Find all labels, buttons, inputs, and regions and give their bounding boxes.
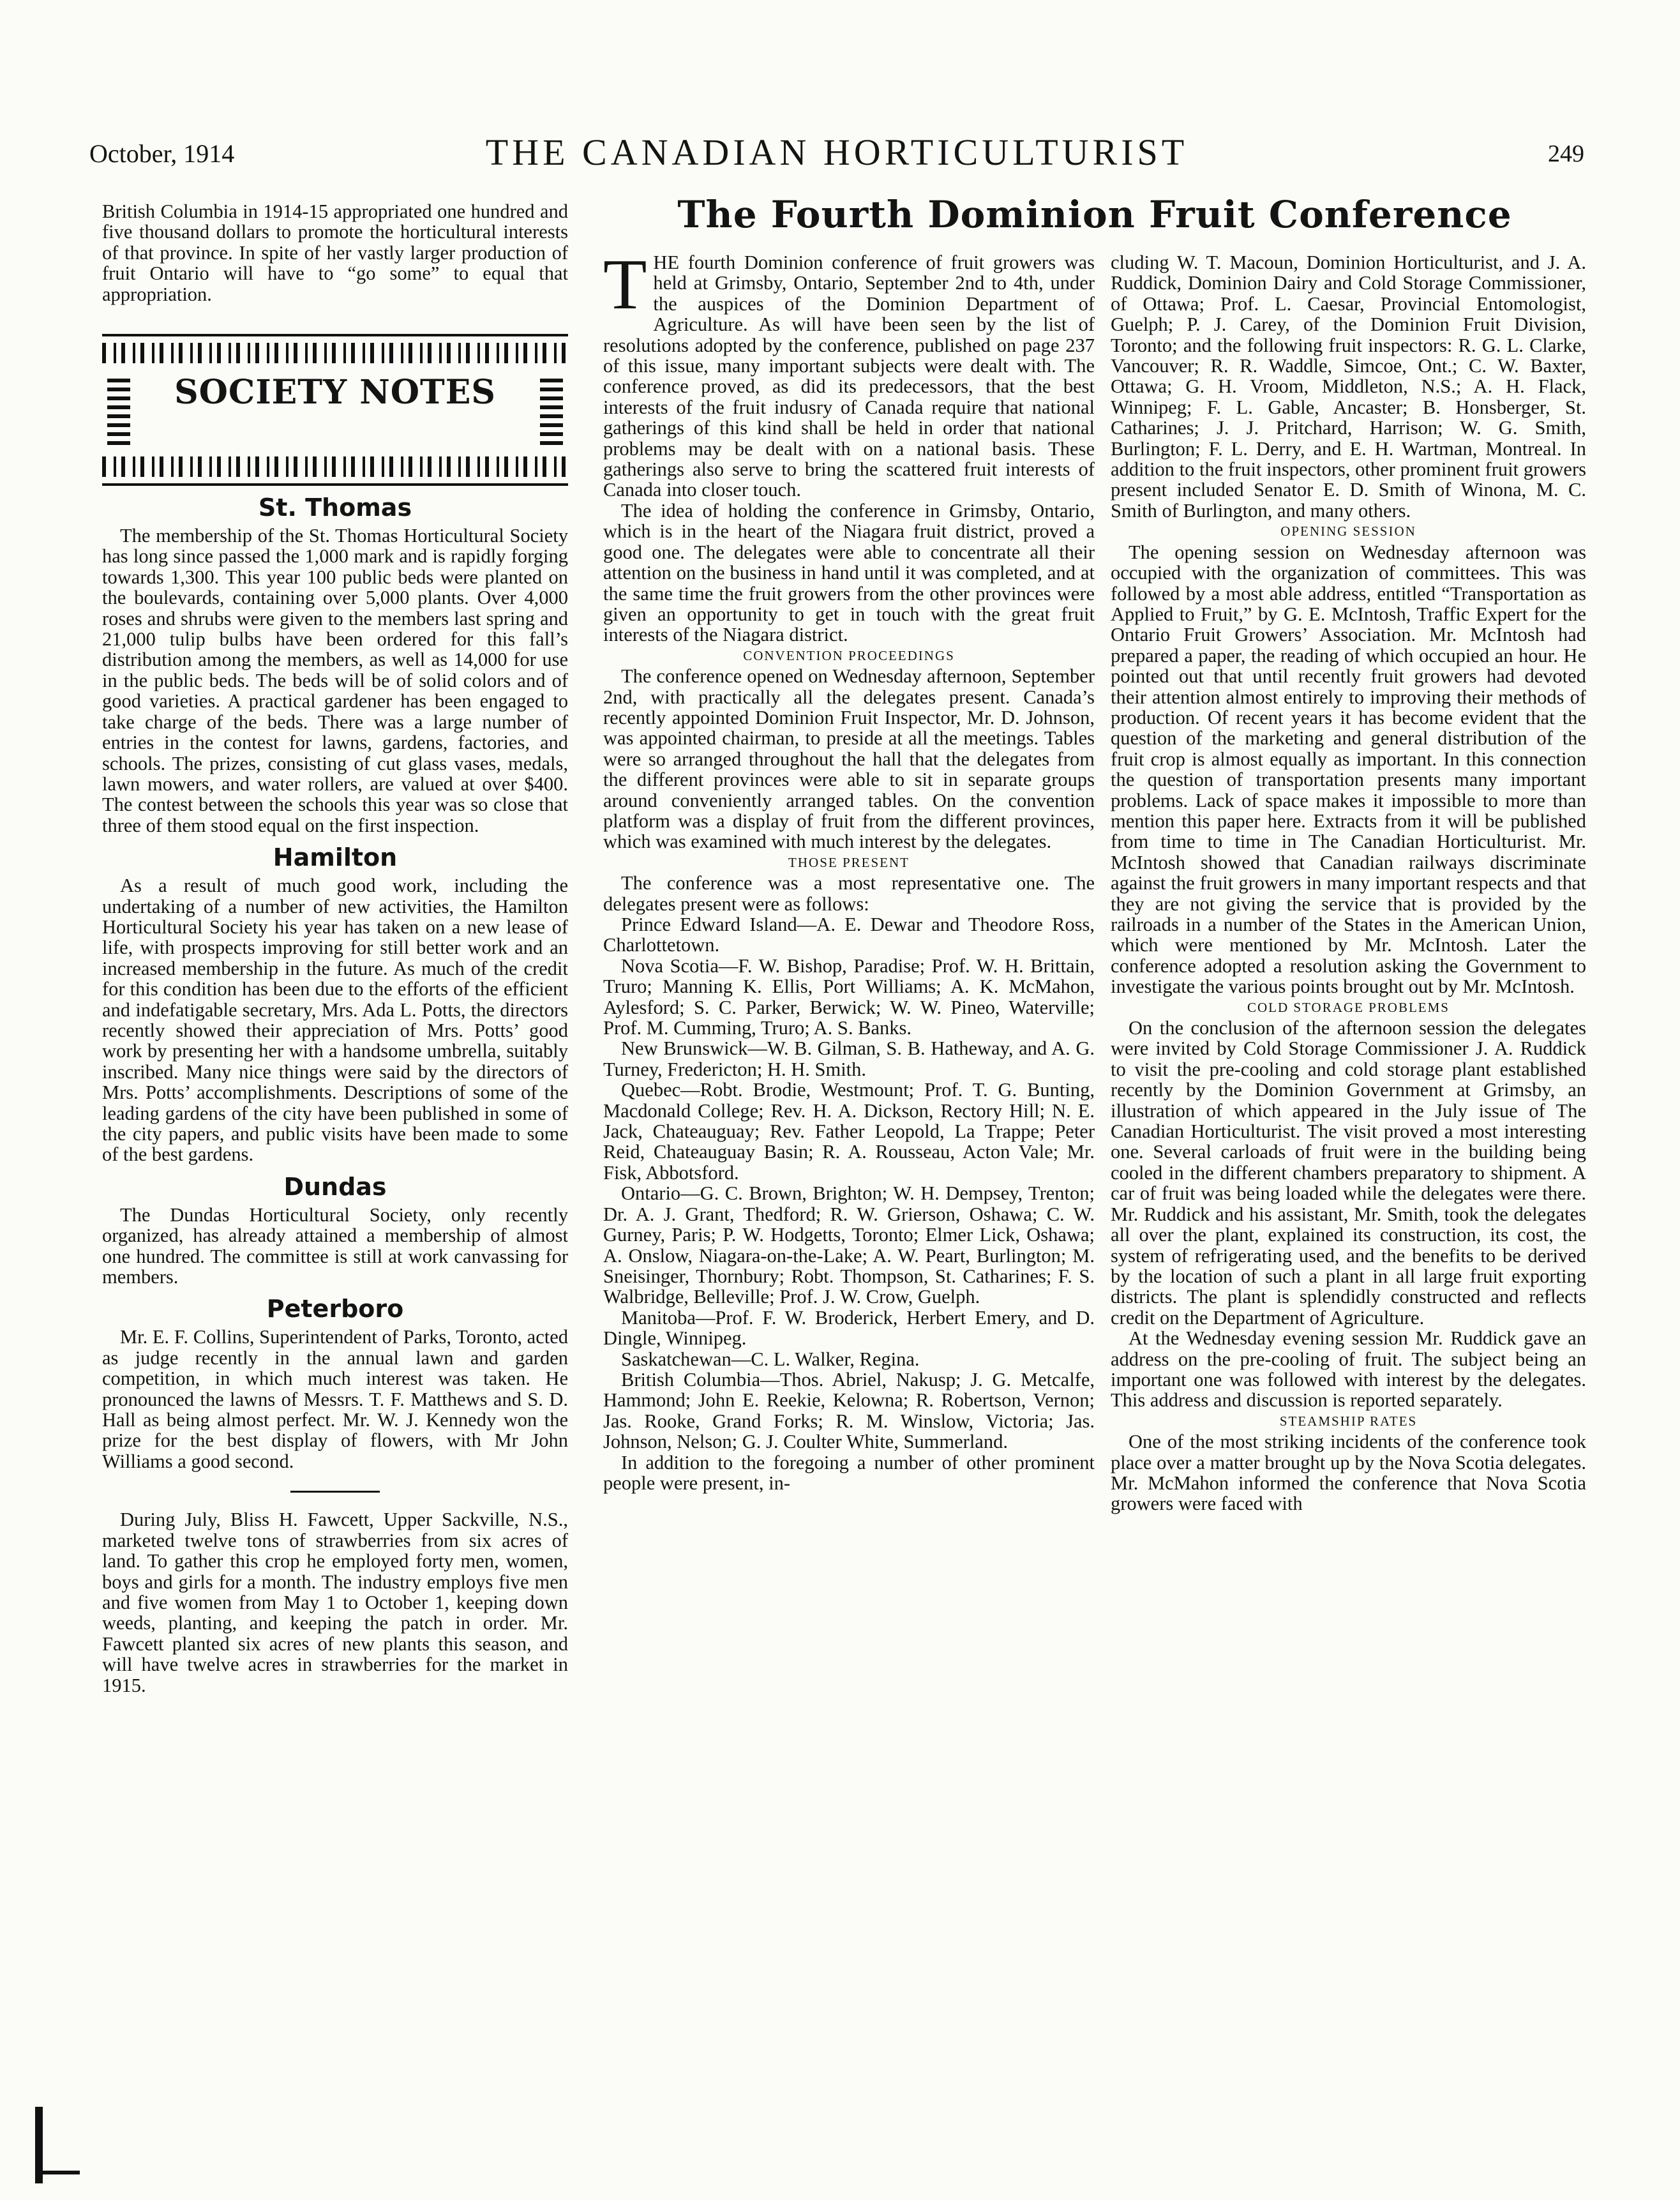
ornamental-border-bottom — [102, 456, 568, 477]
page-number: 249 — [1548, 140, 1584, 167]
others-present-continued: cluding W. T. Macoun, Dominion Horticulturist, and J. A. Ruddick, Dominion Dairy and Cold Storage Commissioner, of Ottawa; Prof. L. Caesar, Provincial Entomologist, Guelph; P. J. Carey, of the Dominion Fruit Division, Toronto; and the following fruit inspectors: R. G. L. Clarke, Vancouver; R. R. Waddle, Simcoe, Ont.; C. W. Baxter, Ottawa; G. H. Vroom, Middleton, N.S.; A. H. Flack, Winnipeg; F. L. Gable, Ancaster; B. Honsberger, St. Catharines; J. J. Pritchard, Harrison; W. G. Smith, Burlington; F. L. Derry, and E. H. Wartman, Montreal. In addition to the fruit inspectors, other prominent fruit growers present included Senator E. D. Smith of Winona, M. C. Smith of Burlington, and many others. — [1111, 252, 1586, 522]
bc-appropriation-paragraph: British Columbia in 1914-15 appropriated one hundred and five thousand dollars to promote the horticultural interests of that province. In spite of her vastly larger production of fruit Ontario will have to “go some” to equal that appropriation. — [102, 200, 568, 305]
hamilton-heading: Hamilton — [273, 843, 398, 872]
right-column — [1111, 252, 1586, 1514]
drop-cap: T — [603, 245, 647, 324]
section-divider — [290, 1491, 380, 1493]
middle-column — [603, 245, 1095, 1494]
dundas-heading: Dundas — [283, 1172, 387, 1201]
masthead: THE CANADIAN HORTICULTURIST — [485, 132, 1189, 173]
intro-text: HE fourth Dominion conference of fruit growers was held at Grimsby, Ontario, September 2nd to 4th, under the auspices of the Dominion Department of Agriculture. As will have been seen by the list of resolutions adopted by the conference, published on page 237 of this issue, many important subjects were dealt with. The conference proved, as did its predecessors, that the best interests of the fruit indusry of Canada require that national gatherings of this kind shall be held in order that national problems may be dealt with on a national basis. These gatherings also serve to bring the scattered fruit interests of Canada into closer touch. — [603, 252, 1095, 501]
ornamental-border-right — [540, 375, 563, 445]
opening-session-subhead: OPENING SESSION — [1280, 524, 1416, 539]
page-header — [89, 131, 1584, 182]
left-column — [102, 201, 568, 1696]
cold-storage-paragraph: On the conclusion of the afternoon session the delegates were invited by Cold Storage Commissioner J. A. Ruddick to visit the pre-cooling and cold storage plant established recently by the Dominion Government at Grimsby, an illustration of which appeared in the July issue of The Canadian Horticulturist. The visit proved a most interesting one. Several carloads of fruit were in the building being cooled in the different chambers preparatory to shipment. A car of fruit was being loaded while the delegates were there. Mr. Ruddick and his assistant, Mr. Smith, took the delegates all over the plant, explained its construction, its cost, the system of refrigerating used, and the benefits to be derived by the location of such a plant in all large fruit exporting districts. The plant is splendidly constructed and reflects credit on the Department of Agriculture. — [1111, 1017, 1586, 1329]
evening-session-paragraph: At the Wednesday evening session Mr. Ruddick gave an address on the pre-cooling of fruit. The subject being an important one was followed with interest by the delegates. This address and discussion is reported separately. — [1111, 1327, 1586, 1412]
others-present-paragraph: In addition to the foregoing a number of other prominent people were present, in- — [603, 1451, 1095, 1494]
peterboro-paragraph: Mr. E. F. Collins, Superintendent of Parks, Toronto, acted as judge recently in the annual lawn and garden competition, in which much interest was taken. He pronounced the lawns of Messrs. T. F. Matthews and S. D. Hall as being almost perfect. Mr. W. J. Kennedy won the prize for the best display of flowers, with Mr John Williams a good second. — [102, 1326, 568, 1472]
opening-session-paragraph: The opening session on Wednesday afternoon was occupied with the organization of committees. This was followed by a most able address, entitled “Transportation as Applied to Fruit,” by G. E. McIntosh, Traffic Expert for the Ontario Fruit Growers’ Association. Mr. McIntosh had prepared a paper, the reading of which occupied an hour. He pointed out that until recently fruit growers had devoted their attention almost entirely to improving their methods of production. Of recent years it has become evident that the question of the marketing and general distribution of the fruit crop is almost equally as important. In this connection the question of transportation presents many important problems. Lack of space makes it impossible to more than mention this paper here. Extracts from it will be published from time to time in The Canadian Horticulturist. Mr. McIntosh showed that Canadian railways discriminate against the fruit growers in many important respects and that they are not giving the service that is provided by the railroads in a number of the States in the American Union, which were mentioned by Mr. McIntosh. Later the conference adopted a resolution asking the Government to investigate the various points brought out by Mr. McIntosh. — [1111, 541, 1586, 998]
dundas-paragraph: The Dundas Horticultural Society, only recently organized, has already attained a membership of almost one hundred. The committee is still at work canvassing for members. — [102, 1203, 568, 1288]
representative-paragraph: The conference was a most representative one. The delegates present were as follows: — [603, 872, 1095, 915]
cold-storage-subhead: COLD STORAGE PROBLEMS — [1247, 999, 1450, 1015]
society-notes-title: SOCIETY NOTES — [174, 373, 496, 412]
ornamental-border-left — [107, 375, 130, 445]
issue-date: October, 1914 — [89, 139, 235, 168]
fawcett-strawberry-paragraph: During July, Bliss H. Fawcett, Upper Sackville, N.S., marketed twelve tons of strawberries from six acres of land. To gather this crop he employed forty men, women, boys and girls for a month. The industry employs five men and five women from May 1 to October 1, keeping down weeds, planting, and keeping the patch in order. Mr. Fawcett planted six acres of new plants this season, and will have twelve acres in strawberries for the market in 1915. — [102, 1509, 568, 1696]
steamship-paragraph: One of the most striking incidents of the conference took place over a matter brought up by the Nova Scotia delegates. Mr. McMahon informed the conference that Nova Scotia growers were faced with — [1111, 1431, 1586, 1515]
delegates-saskatchewan: Saskatchewan—C. L. Walker, Regina. — [621, 1348, 920, 1370]
peterboro-heading: Peterboro — [266, 1295, 404, 1323]
delegates-manitoba: Manitoba—Prof. F. W. Broderick, Herbert Emery, and D. Dingle, Winnipeg. — [603, 1306, 1095, 1350]
st-thomas-paragraph: The membership of the St. Thomas Horticultural Society has long since passed the 1,000 mark and is rapidly forging towards 1,300. This year 100 public beds were planted on the boulevards, containing over 5,000 plants. Over 4,000 roses and shrubs were given to the members last spring and 21,000 tulip bulbs have been ordered for this fall’s distribution among the members, as well as 14,000 for use in the public beds. The beds will be of solid colors and of good varieties. A practical gardener has been engaged to take charge of the beds. There was a large number of entries in the contest for lawns, gardens, factories, and schools. The prizes, consisting of cut glass vases, medals, lawn mowers, and water rollers, are valued at over $400. The contest between the schools this year was so close that three of them stood equal on the first inspection. — [102, 525, 568, 836]
delegates-new-brunswick: New Brunswick—W. B. Gilman, S. B. Hatheway, and A. G. Turney, Fredericton; H. H. Smith. — [603, 1037, 1095, 1080]
those-present-subhead: THOSE PRESENT — [788, 854, 910, 870]
delegates-nova-scotia: Nova Scotia—F. W. Bishop, Paradise; Prof. W. H. Brittain, Truro; Manning K. Ellis, Port Williams; A. K. McMahon, Aylesford; S. C. Parker, Berwick; W. W. Pineo, Waterville; Prof. M. Cumming, Truro; A. S. Banks. — [603, 954, 1095, 1039]
article-intro-paragraph — [603, 245, 1095, 501]
delegates-quebec: Quebec—Robt. Brodie, Westmount; Prof. T. G. Bunting, Macdonald College; Rev. H. A. Dickson, Rectory Hill; N. E. Jack, Chateauguay; Rev. Father Leopold, La Trappe; Peter Reid, Chateauguay Basin; R. A. Rousseau, Acton Vale; Mr. Fisk, Abbotsford. — [603, 1079, 1095, 1184]
margin-mark-foot — [35, 2171, 80, 2174]
delegates-pei: Prince Edward Island—A. E. Dewar and Theodore Ross, Charlottetown. — [603, 914, 1095, 956]
society-notes-banner — [102, 334, 568, 486]
convention-paragraph: The conference opened on Wednesday afternoon, September 2nd, with practically all the delegates present. Canada’s recently appointed Dominion Fruit Inspector, Mr. D. Johnson, was appointed chairman, to preside at all the meetings. Tables were so arranged throughout the hall that the delegates from the different provinces were able to sit in separate groups around conveniently arranged tables. On the convention platform was a display of fruit from the different provinces, which was examined with much interest by the delegates. — [603, 665, 1095, 853]
hamilton-paragraph: As a result of much good work, including the undertaking of a number of new activities, the Hamilton Horticultural Society his year has taken on a new lease of life, with prospects improving for still better work and an increased membership in the future. As much of the credit for this condition has been due to the efforts of the efficient and indefatigable secretary, Mrs. Ada L. Potts, the directors recently showed their appreciation of Mrs. Potts’ good work by presenting her with a handsome umbrella, suitably inscribed. Many nice things were said by the directors of Mrs. Potts’ accomplishments. Descriptions of some of the leading gardens of the city have been published in some of the city papers, and public visits have been made to some of the best gardens. — [102, 875, 568, 1166]
article-title: The Fourth Dominion Fruit Conference — [677, 193, 1512, 236]
grimsby-paragraph: The idea of holding the conference in Grimsby, Ontario, which is in the heart of the Niagara fruit district, proved a good one. The delegates were able to concentrate all their attention on the business in hand until it was completed, and at the same time the fruit growers from the other provinces were given an opportunity to get in touch with the great fruit interests of the Niagara district. — [603, 499, 1095, 646]
delegates-british-columbia: British Columbia—Thos. Abriel, Nakusp; J. G. Metcalfe, Hammond; John E. Reekie, Kelowna; R. Robertson, Vernon; Jas. Rooke, Grand Forks; R. M. Winslow, Victoria; Jas. Johnson, Nelson; G. J. Coulter White, Summerland. — [603, 1368, 1095, 1453]
delegates-ontario: Ontario—G. C. Brown, Brighton; W. H. Dempsey, Trenton; Dr. A. J. Grant, Thedford; R. W. Grierson, Oshawa; C. W. Gurney, Paris; P. W. Hodgetts, Toronto; Elmer Lick, Oshawa; A. Onslow, Niagara-on-the-Lake; A. W. Peart, Burlington; M. Sneisinger, Thornbury; Robt. Thompson, St. Catharines; F. S. Walbridge, Belleville; Prof. J. W. Crow, Guelph. — [603, 1182, 1095, 1308]
st-thomas-heading: St. Thomas — [258, 493, 412, 522]
ornamental-border-top — [102, 343, 568, 363]
steamship-rates-subhead: STEAMSHIP RATES — [1279, 1413, 1418, 1429]
convention-proceedings-subhead: CONVENTION PROCEEDINGS — [743, 647, 955, 663]
